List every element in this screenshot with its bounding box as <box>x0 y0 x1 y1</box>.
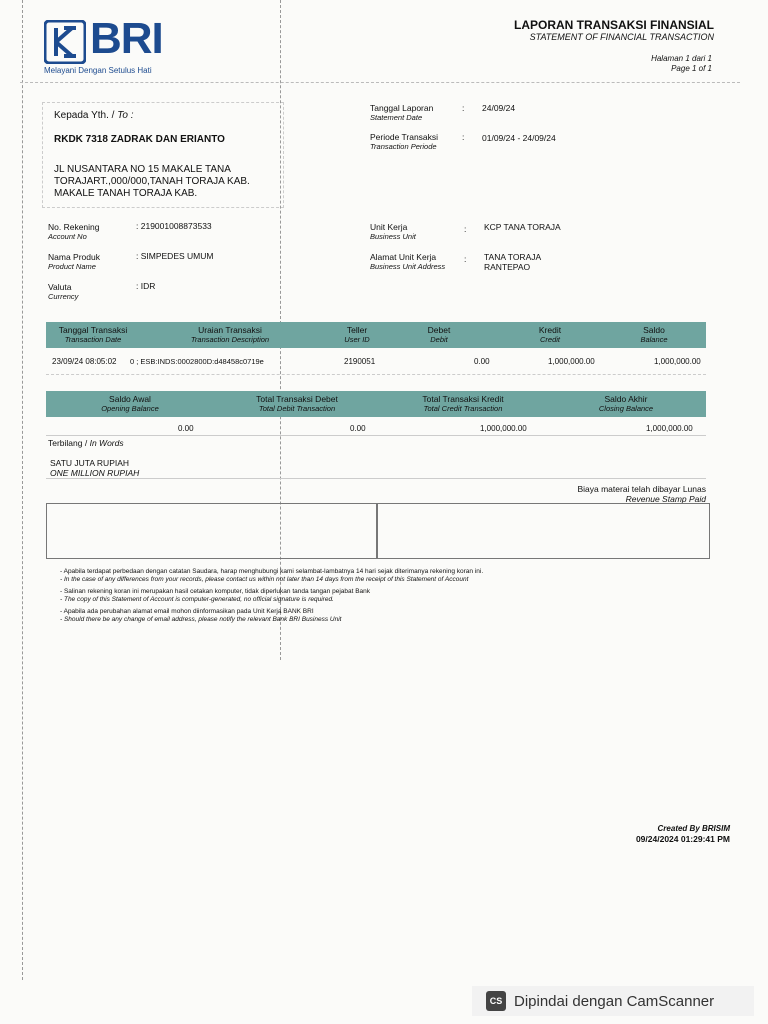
col-header-debit: Debet Debit <box>427 325 451 344</box>
summary-closing-value: 1,000,000.00 <box>646 424 693 433</box>
summary-header-closing: Saldo Akhir Closing Balance <box>598 394 654 413</box>
report-title: LAPORAN TRANSAKSI FINANSIAL <box>514 18 714 32</box>
colon: : <box>462 132 465 142</box>
unit-address-label: Alamat Unit Kerja <box>370 252 437 262</box>
colon: : <box>464 224 467 234</box>
summary-header-credit: Total Transaksi Kredit Total Credit Transaction <box>422 394 504 413</box>
summary-header-debit: Total Transaksi Debet Total Debit Transaction <box>256 394 338 413</box>
product-label-en: Product Name <box>48 262 96 271</box>
created-by: Created By BRISIM <box>657 824 730 833</box>
row-description: 0 ; ESB:INDS:0002800D:d48458c0719e <box>130 357 264 366</box>
statement-date-value: 24/09/24 <box>482 103 516 113</box>
business-unit-value: KCP TANA TORAJA <box>484 222 561 232</box>
business-unit-label-en: Business Unit <box>370 232 416 241</box>
business-unit-label: Unit Kerja <box>370 222 408 232</box>
words-divider <box>46 478 706 479</box>
row-date: 23/09/24 08:05:02 <box>52 357 117 366</box>
created-timestamp: 09/24/2024 01:29:41 PM <box>635 834 730 844</box>
summary-divider <box>46 435 706 436</box>
row-balance: 1,000,000.00 <box>654 357 701 366</box>
product-label: Nama Produk <box>48 252 100 262</box>
unit-address-value-2: RANTEPAO <box>484 262 531 272</box>
unit-address-label-en: Business Unit Address <box>370 262 446 271</box>
note-1-id: - Apabila terdapat perbedaan dengan catatan Saudara, harap menghubungi kami selambat-lambatnya 14 hari sejak diterimanya rekening koran ini. <box>60 568 484 575</box>
statement-date-label: Tanggal Laporan <box>370 103 434 113</box>
account-number-value: : 219001008873533 <box>136 221 212 231</box>
recipient-name: RKDK 7318 ZADRAK DAN ERIANTO <box>54 134 225 145</box>
summary-opening-value: 0.00 <box>178 424 194 433</box>
product-value: : SIMPEDES UMUM <box>136 251 214 261</box>
binding-line-left <box>22 0 23 980</box>
period-value: 01/09/24 - 24/09/24 <box>482 133 556 143</box>
unit-address-value-1: TANA TORAJA <box>484 252 542 262</box>
period-label: Periode Transaksi <box>370 132 439 142</box>
note-2-en: - The copy of this Statement of Account is computer-generated, no official signature is required. <box>60 596 334 603</box>
report-subtitle: STATEMENT OF FINANCIAL TRANSACTION <box>529 32 714 42</box>
currency-value: : IDR <box>136 281 156 291</box>
in-words-value-id: SATU JUTA RUPIAH <box>50 458 130 468</box>
camscanner-icon: CS <box>486 991 506 1011</box>
to-label-en: To : <box>117 110 134 121</box>
col-header-credit: Kredit Credit <box>538 325 562 344</box>
signature-box-left <box>46 503 378 559</box>
page-indicator-id: Halaman 1 dari 1 <box>651 54 712 63</box>
account-number-label: No. Rekening <box>48 222 100 232</box>
account-number-label-en: Account No <box>48 232 87 241</box>
bri-logo-text: BRI <box>90 14 163 63</box>
recipient-address-2: TORAJART.,000/000,TANAH TORAJA KAB. <box>54 176 250 187</box>
camscanner-watermark <box>472 986 754 1016</box>
row-debit: 0.00 <box>474 357 490 366</box>
summary-header-opening: Saldo Awal Opening Balance <box>101 394 159 413</box>
tagline: Melayani Dengan Setulus Hati <box>44 66 152 75</box>
in-words-value-en: ONE MILLION RUPIAH <box>50 468 140 478</box>
camscanner-text: Dipindai dengan CamScanner <box>514 992 715 1010</box>
header-divider <box>20 82 740 83</box>
to-label <box>54 110 134 121</box>
recipient-address-3: MAKALE TANAH TORAJA KAB. <box>54 188 198 199</box>
row-credit: 1,000,000.00 <box>548 357 595 366</box>
col-header-description: Uraian Transaksi Transaction Description <box>190 325 270 344</box>
summary-credit-value: 1,000,000.00 <box>480 424 527 433</box>
signature-box-right <box>376 503 710 559</box>
col-header-balance: Saldo Balance <box>640 325 668 344</box>
colon: : <box>464 254 467 264</box>
col-header-teller: Teller User ID <box>344 325 370 344</box>
col-header-date: Tanggal Transaksi Transaction Date <box>58 325 128 344</box>
note-3-en: - Should there be any change of email address, please notify the relevant Bank BRI Business Unit <box>60 616 342 623</box>
page-indicator-en: Page 1 of 1 <box>671 64 712 73</box>
row-teller: 2190051 <box>344 357 376 366</box>
bri-logo-mark-icon <box>44 20 86 64</box>
note-2-id: - Salinan rekening koran ini merupakan hasil cetakan komputer, tidak diperlukan tanda tangan pejabat Bank <box>60 588 371 595</box>
statement-date-label-en: Statement Date <box>370 113 423 122</box>
colon: : <box>462 103 465 113</box>
in-words-label: Terbilang / In Words <box>48 438 124 448</box>
recipient-address-1: JL NUSANTARA NO 15 MAKALE TANA <box>54 164 231 175</box>
note-3-id: - Apabila ada perubahan alamat email mohon diinformasikan pada Unit Kerja BANK BRI <box>60 608 314 615</box>
period-label-en: Transaction Periode <box>370 142 437 151</box>
currency-label: Valuta <box>48 282 72 292</box>
to-label-id: Kepada Yth. / <box>54 110 115 121</box>
stamp-label-id: Biaya materai telah dibayar Lunas <box>577 484 706 494</box>
notes <box>60 568 580 624</box>
row-divider <box>46 374 706 375</box>
currency-label-en: Currency <box>48 292 79 301</box>
note-1-en: - In the case of any differences from your records, please contact us within not later than 14 days from the receipt of this Statement of Account <box>60 576 469 583</box>
stamp-label-en: Revenue Stamp Paid <box>625 494 706 504</box>
summary-debit-value: 0.00 <box>350 424 366 433</box>
